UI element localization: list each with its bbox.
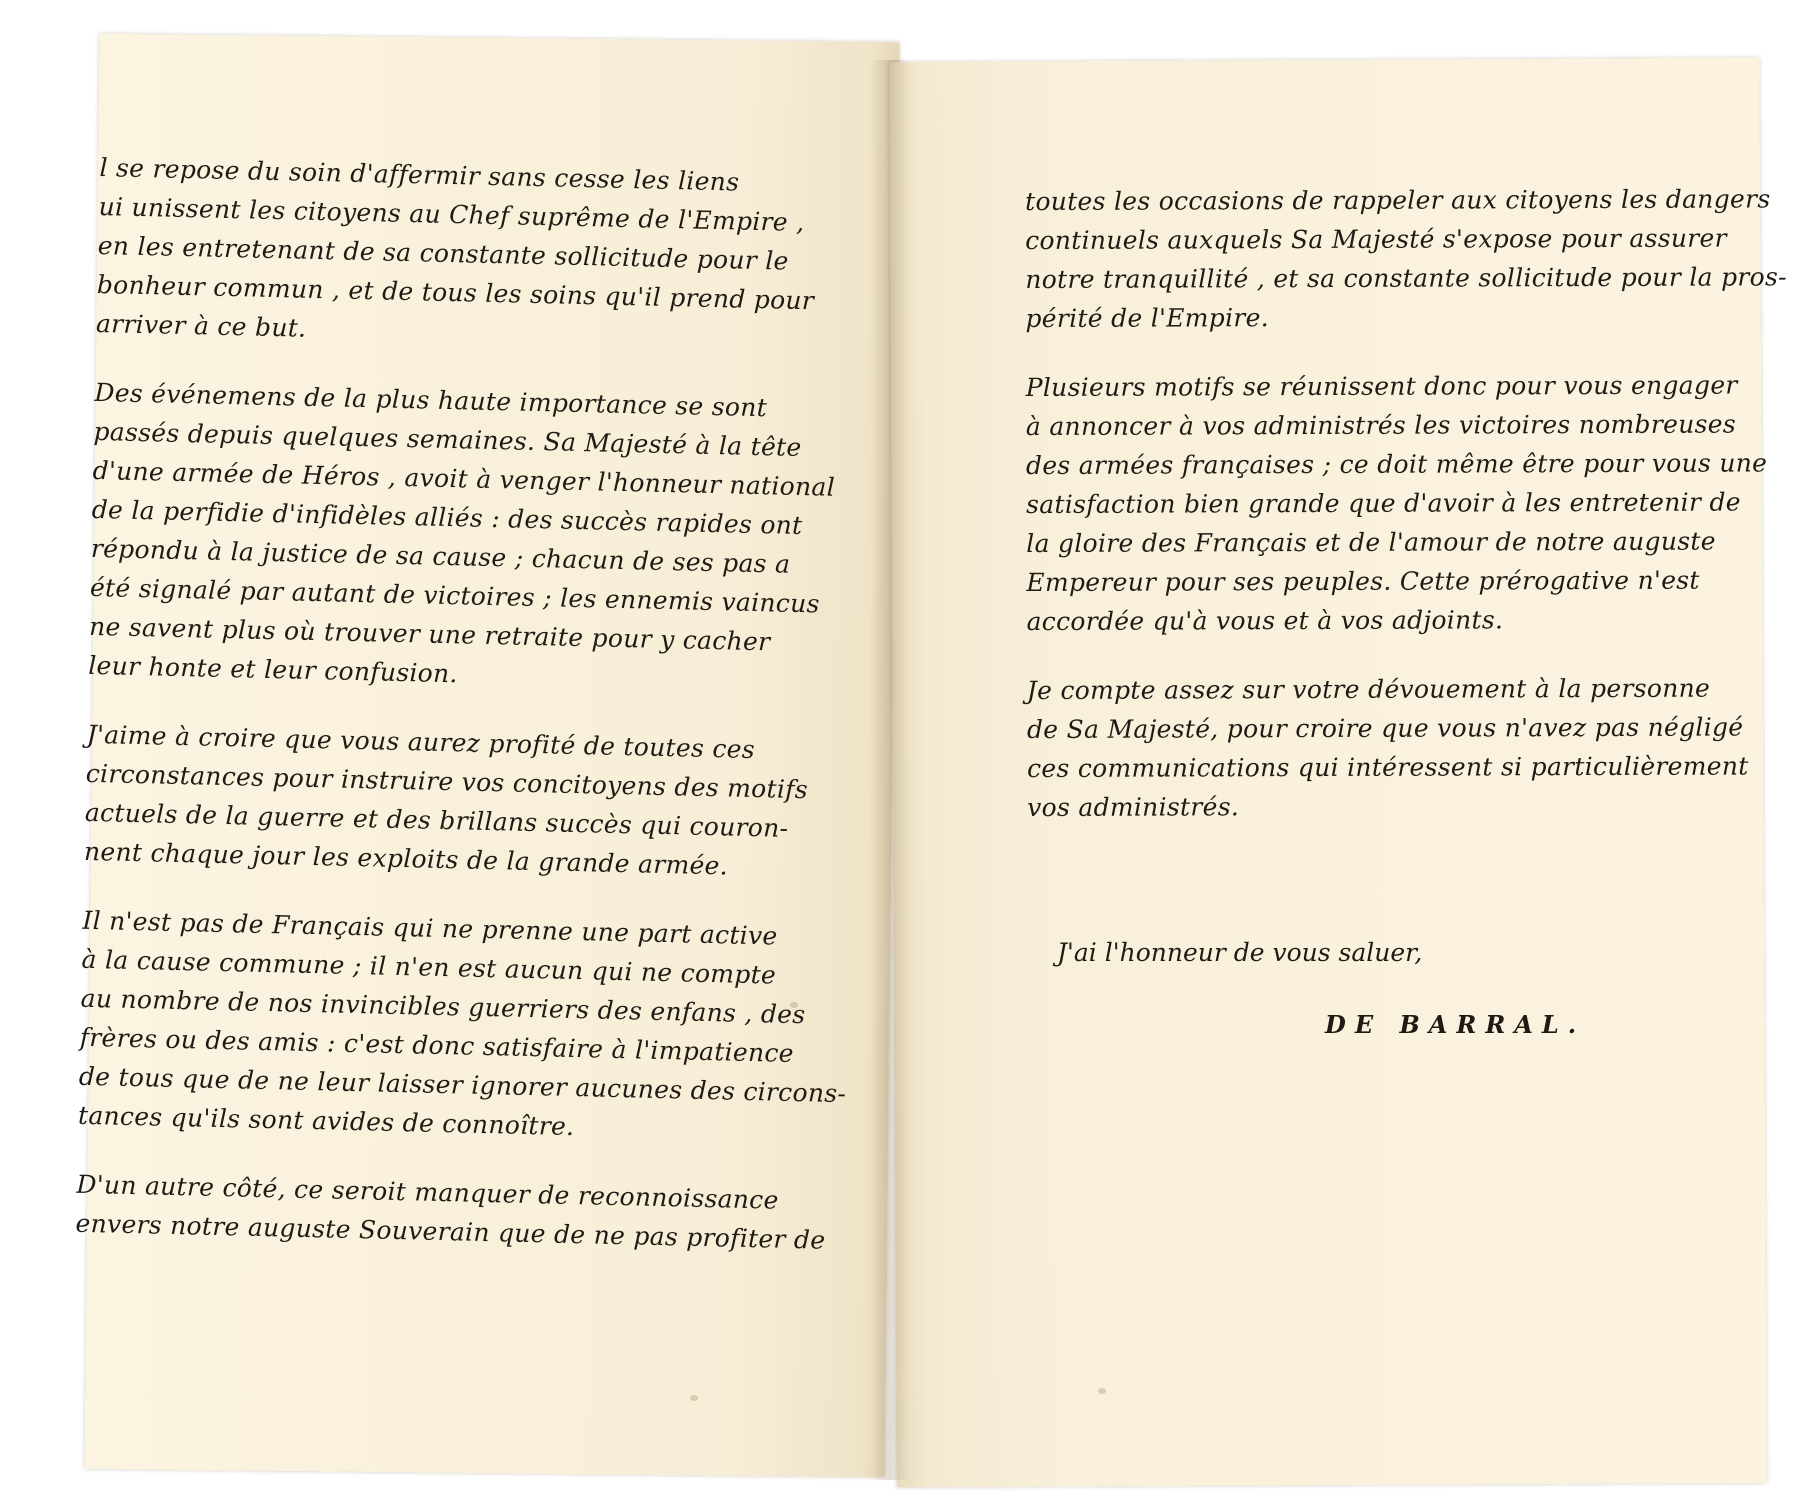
text-line: circonstances pour instruire vos concitoyens des motifs (85, 758, 809, 805)
text-line: Empereur pour ses peuples. Cette prérogative n'est (1026, 565, 1700, 597)
paper-blemish (1098, 1388, 1106, 1394)
text-line: des armées françaises ; ce doit même être pour vous une (1025, 448, 1768, 480)
text-line: Il n'est pas de Français qui ne prenne une part active (82, 905, 778, 951)
text-line: à la cause commune ; il n'en est aucun qui ne compte (81, 944, 777, 990)
left-page-text (74, 148, 847, 1287)
text-line: leur honte et leur confusion. (87, 650, 459, 689)
paper-blemish (690, 1395, 698, 1401)
text-line: notre tranquillité , et sa constante sollicitude pour la pros- (1025, 262, 1787, 294)
paragraph (1026, 669, 1749, 827)
paragraph (87, 373, 836, 699)
text-line: arriver à ce but. (95, 308, 307, 343)
text-line: Des événemens de la plus haute importance se sont (94, 377, 768, 423)
text-line: au nombre de nos invincibles guerriers des enfans , des (80, 983, 806, 1030)
text-line: bonheur commun , et de tous les soins qu'il prend pour (96, 269, 815, 316)
text-line: envers notre auguste Souverain que de ne pas profiter de (75, 1208, 826, 1255)
text-line: ces communications qui intéressent si particulièrement (1026, 751, 1749, 783)
text-line: vos administrés. (1027, 792, 1240, 822)
text-line: actuels de la guerre et des brillans succès qui couron- (84, 797, 789, 843)
text-line: ne savent plus où trouver une retraite pour y cacher (88, 611, 771, 657)
text-line: périté de l'Empire. (1025, 303, 1270, 333)
text-line: de la perfidie d'infidèles alliés : des succès rapides ont (91, 494, 803, 541)
paragraph (83, 715, 809, 885)
paragraph (75, 1165, 826, 1257)
text-line: toutes les occasions de rappeler aux citoyens les dangers (1025, 184, 1771, 216)
text-line: frères ou des amis : c'est donc satisfaire à l'impatience (79, 1022, 795, 1068)
text-line: à annoncer à vos administrés les victoires nombreuses (1025, 409, 1736, 441)
text-line: tances qu'ils sont avides de connoître. (77, 1100, 575, 1142)
text-line: d'une armée de Héros , avoit à venger l'honneur national (92, 455, 836, 502)
text-line: de tous que de ne leur laisser ignorer aucunes des circons- (78, 1061, 847, 1109)
text-line: accordée qu'à vous et à vos adjoints. (1026, 605, 1504, 636)
text-line: satisfaction bien grande que d'avoir à les entretenir de (1026, 487, 1741, 519)
text-line: ui unissent les citoyens au Chef suprême de l'Empire , (98, 191, 805, 237)
right-page-text (1025, 180, 1787, 857)
text-line: passés depuis quelques semaines. Sa Majesté à la tête (93, 416, 802, 462)
paragraph (77, 901, 847, 1149)
text-line: été signalé par autant de victoires ; les ennemis vaincus (89, 572, 821, 619)
text-line: D'un autre côté, ce seroit manquer de reconnoissance (76, 1169, 779, 1215)
book-gutter (870, 60, 910, 1480)
text-line: l se repose du soin d'affermir sans cesse les liens (99, 152, 740, 197)
text-line: continuels auxquels Sa Majesté s'expose pour assurer (1025, 223, 1727, 255)
paragraph (1025, 180, 1787, 338)
signature: DE BARRAL. (1325, 1010, 1586, 1039)
text-line: Je compte assez sur votre dévouement à la personne (1026, 673, 1711, 705)
paragraph (1025, 366, 1768, 641)
text-line: la gloire des Français et de l'amour de notre auguste (1026, 526, 1716, 558)
closing-salutation: J'ai l'honneur de vous saluer, (1057, 938, 1423, 967)
text-line: nent chaque jour les exploits de la grande armée. (83, 836, 729, 881)
text-line: répondu à la justice de sa cause ; chacun de ses pas a (90, 533, 791, 579)
text-line: en les entretenant de sa constante sollicitude pour le (97, 230, 790, 276)
text-line: J'aime à croire que vous aurez profité de toutes ces (86, 719, 756, 765)
text-line: de Sa Majesté, pour croire que vous n'avez pas négligé (1026, 712, 1744, 744)
paragraph (95, 148, 815, 357)
text-line: Plusieurs motifs se réunissent donc pour vous engager (1025, 370, 1738, 402)
